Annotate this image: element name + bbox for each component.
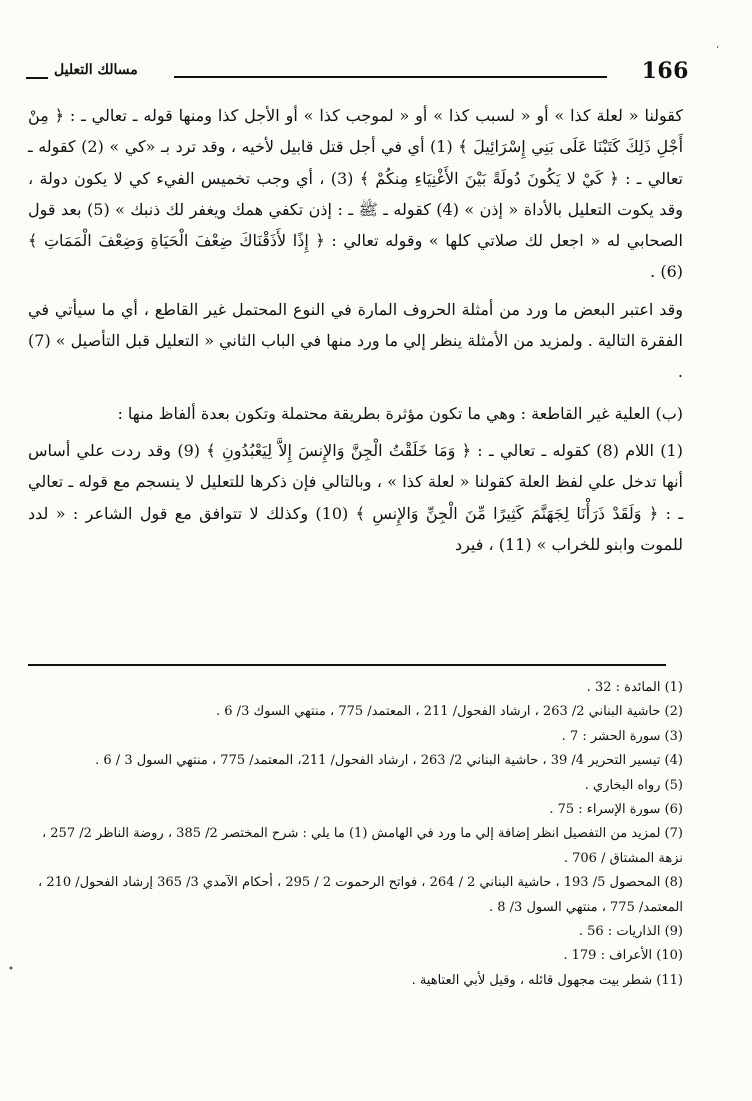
- footnote: (5) رواه البخاري .: [584, 777, 683, 793]
- footnote: (8) المحصول 5/ 193 ، حاشية البناني 2 / 264 ، فواتح الرحموت 2 / 295 ، أحكام الآمدي 3/ 365 إرشاد الفحول/ 210 ، المعتمد/ 775 ، منتهي السول 3/ 8 .: [37, 875, 683, 915]
- footnote-separator: [28, 664, 666, 666]
- footnote: (3) سورة الحشر : 7 .: [561, 728, 683, 744]
- main-text: [28, 100, 683, 560]
- scan-mark: •: [8, 964, 14, 975]
- footnotes: [28, 676, 683, 993]
- paragraph-4: (1) اللام (8) كقوله ـ تعالي ـ : ﴿ وَمَا خَلَقْتُ الْجِنَّ وَالإِنسَ إِلاَّ لِيَعْبُدُونِ ﴾ (9) وقد ردت علي أساس أنها تدخل علي لفظ العلة كقولنا « لعلة كذا » ، وبالتالي فإن ذكرها للتعليل لا ينسجم مع قوله ـ تعالي ـ : ﴿ وَلَقَدْ ذَرَأْنَا لِجَهَنَّمَ كَثِيرًا مِّنَ الْجِنِّ وَالإِنسِ ﴾ (10) وكذلك لا تتوافق مع قول الشاعر : « لدد للموت وابنو للخراب » (11) ، فيرد: [28, 440, 684, 554]
- header-dash: [26, 77, 48, 79]
- footnote: (10) الأعراف : 179 .: [563, 948, 683, 964]
- footnote: (11) شطر بيت مجهول قائله ، وقيل لأبي العتاهية .: [411, 972, 683, 988]
- header-rule: [174, 76, 607, 78]
- scan-mark: ،: [716, 40, 720, 51]
- page-header: [34, 58, 689, 84]
- paragraph-3: (ب) العلية غير القاطعة : وهي ما تكون مؤثرة بطريقة محتملة وتكون بعدة ألفاظ منها :: [117, 403, 683, 423]
- footnote: (1) المائدة : 32 .: [586, 680, 683, 695]
- footnote: (9) الذاريات : 56 .: [578, 924, 683, 940]
- footnote: (6) سورة الإسراء : 75 .: [549, 802, 683, 818]
- paragraph-1: كقولنا « لعلة كذا » أو « لسبب كذا » أو « لموجب كذا » أو الأجل كذا ومنها قوله ـ تعالي ـ : ﴿ مِنْ أَجْلِ ذَلِكَ كَتَبْنَا عَلَى بَنِي إِسْرَائِيلَ ﴾ (1) أي في أجل قتل قابيل لأخيه ، وقد ترد بـ «كي » (2) كقوله ـ تعالي ـ : ﴿ كَيْ لا يَكُونَ دُولَةً بَيْنَ الأَغْنِيَاءِ مِنكُمْ ﴾ (3) ، أي وجب تخميس الفيء كي لا يكون دولة ، وقد يكوت التعليل بالأداة « إذن » (4) كقوله ـ ﷺ ـ : إذن تكفي همك ويغفر لك ذنبك » (5) بعد قول الصحابي له « اجعل لك صلاتي كلها » وقوله تعالي : ﴿ إِذًا لأَذَقْنَاكَ ضِعْفَ الْحَيَاةِ وَضِعْفَ الْمَمَاتِ ﴾ (6) .: [28, 106, 684, 282]
- footnote: (2) حاشية البناني 2/ 263 ، ارشاد الفحول/ 211 ، المعتمد/ 775 ، منتهي السوك 3/ 6 .: [216, 704, 683, 720]
- paragraph-2: وقد اعتبر البعض ما ورد من أمثلة الحروف المارة في النوع المحتمل غير القاطع ، أي ما سيأتي في الفقرة التالية . ولمزيد من الأمثلة ينظر إلي ما ورد منها في الباب الثاني « التعليل قبل التأصيل » (7) .: [28, 299, 683, 382]
- page-number: 166: [641, 58, 689, 84]
- running-title: مسالك التعليل: [54, 62, 138, 78]
- footnote: (7) لمزيد من التفصيل انظر إضافة إلي ما ورد في الهامش (1) ما يلي : شرح المختصر 2/ 385 ، روضة الناظر 2/ 257 ، نزهة المشتاق / 706 .: [41, 826, 683, 866]
- footnote: (4) تيسير التحرير 4/ 39 ، حاشية البناني 2/ 263 ، ارشاد الفحول/ 211، المعتمد/ 775 ، منتهي السول 3 / 6 .: [95, 753, 683, 769]
